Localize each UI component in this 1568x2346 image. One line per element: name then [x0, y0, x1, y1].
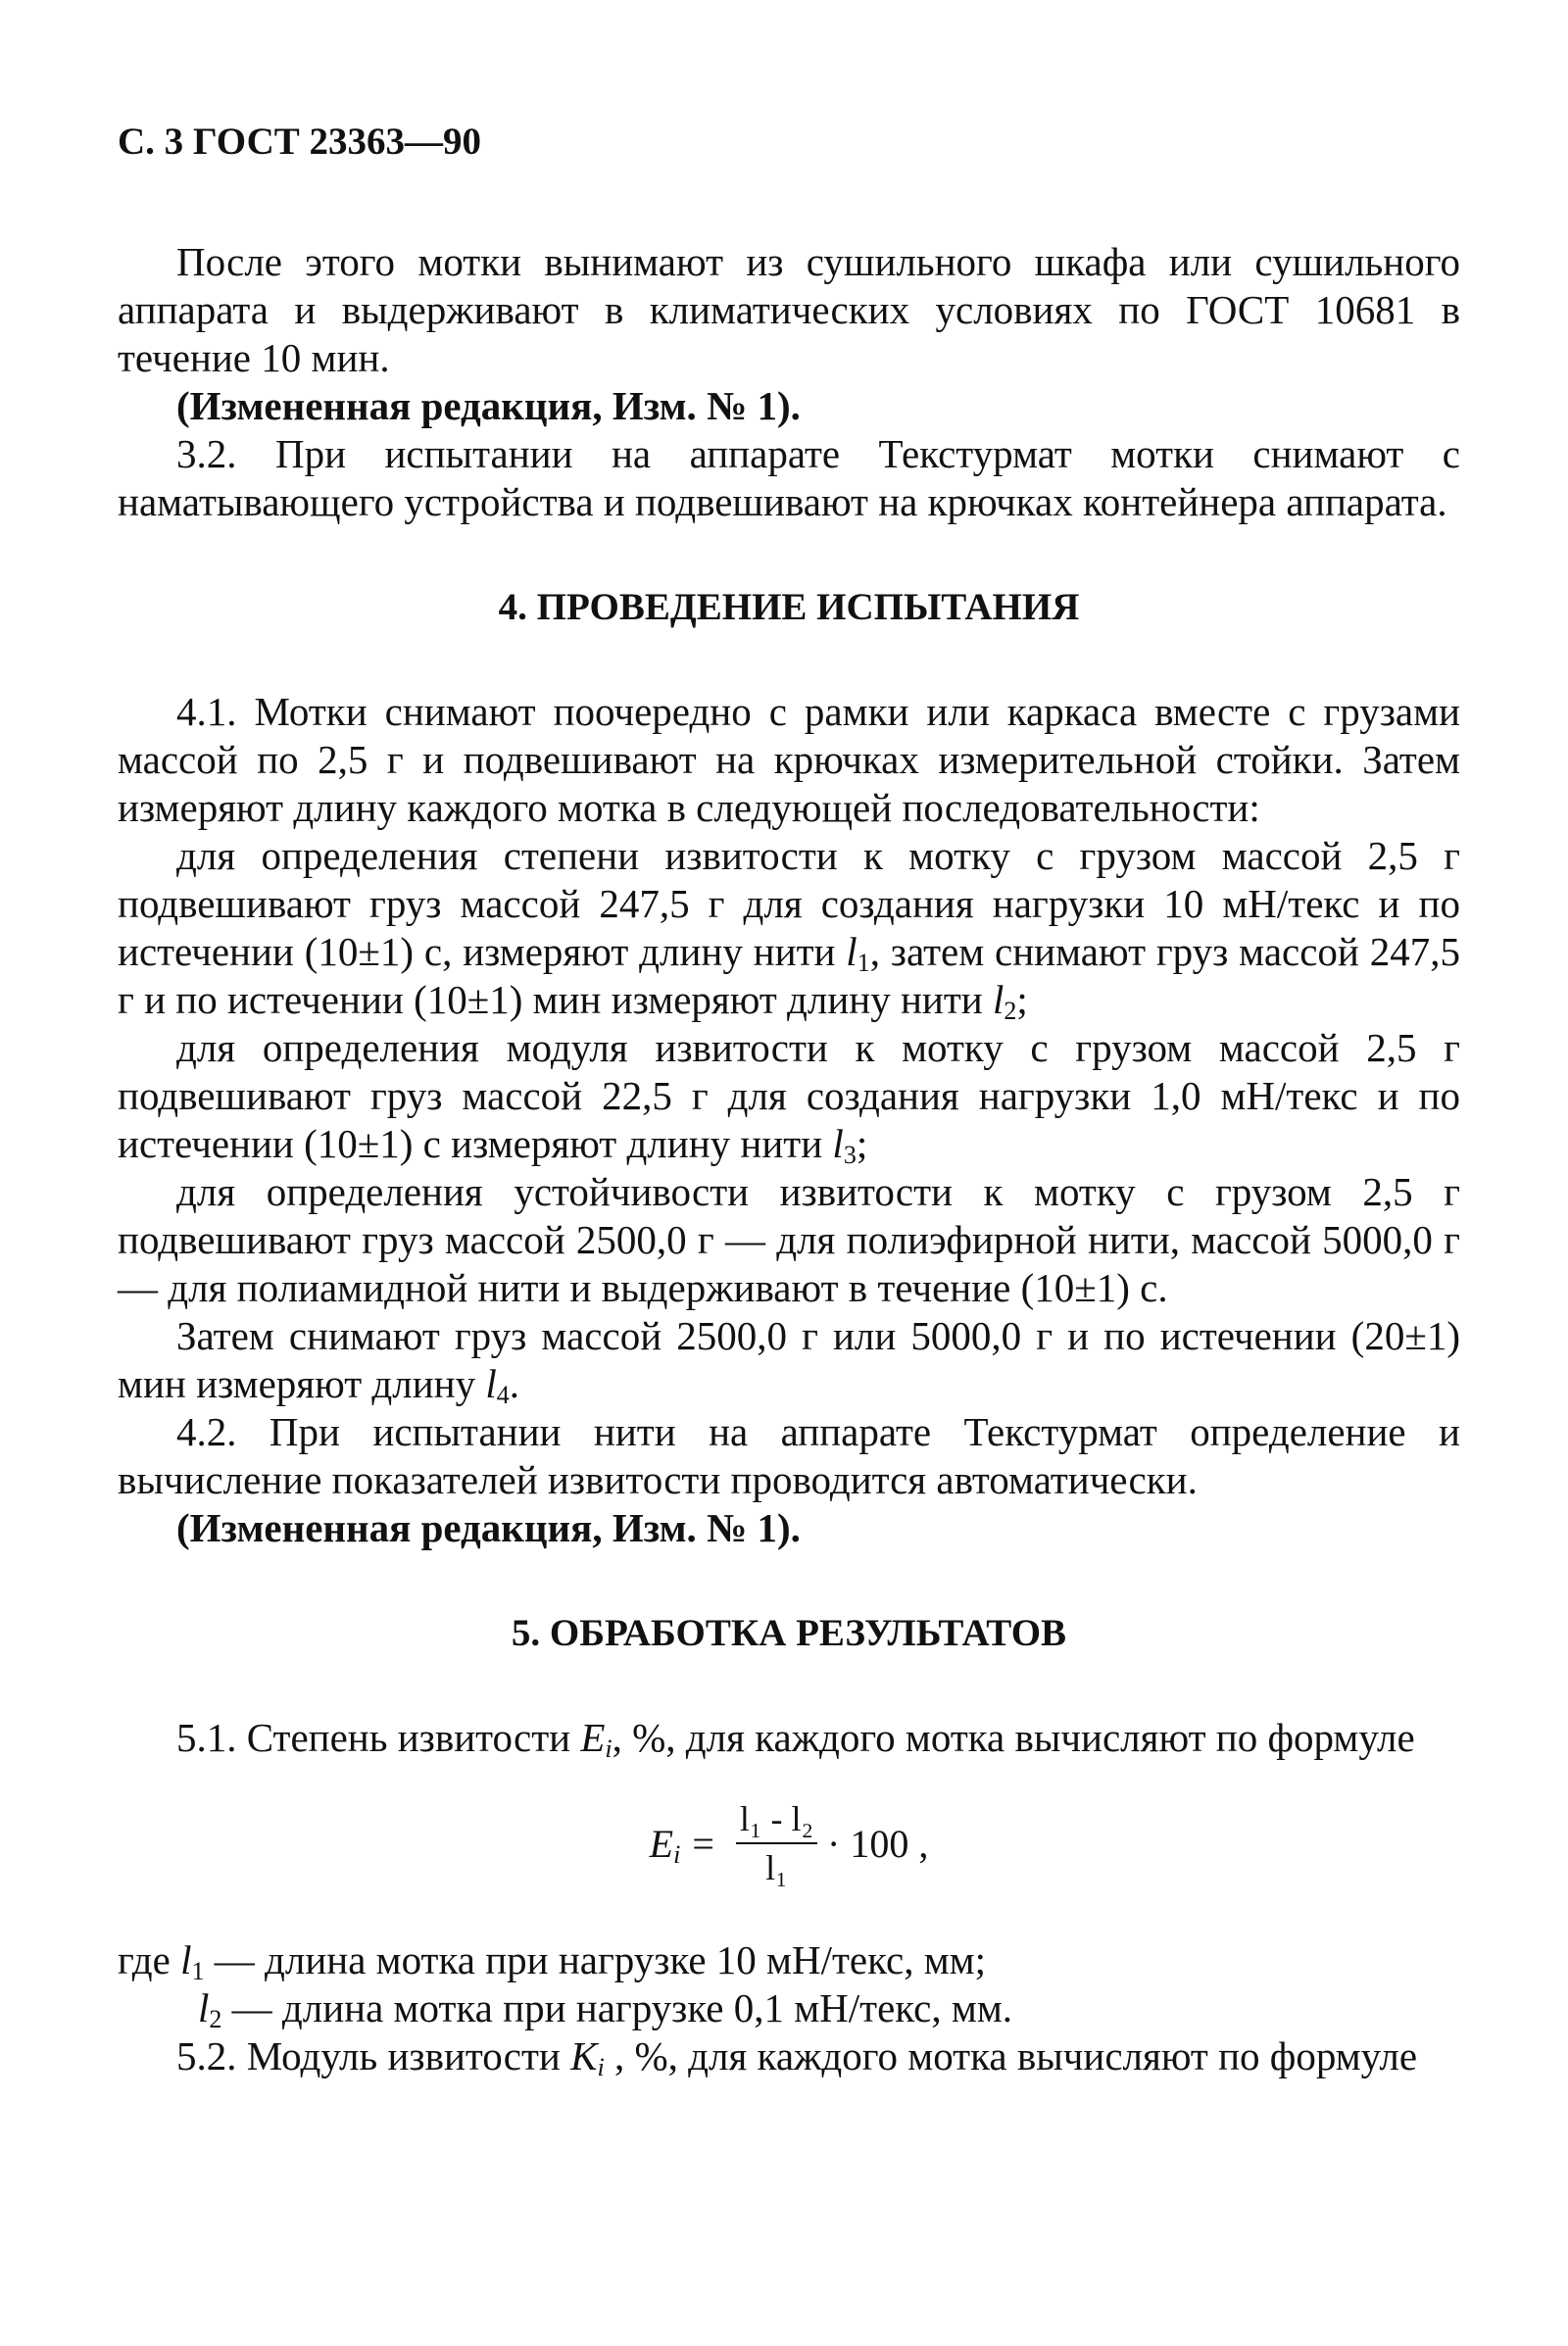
formula-degree: $E_i$ = $\frac{\text{l₁ - l₂}}{\text{l₁}}$ · 100 , [649, 1799, 929, 1887]
paragraph-then: Затем снимают груз массой 2500,0 г или 5000,0 г и по истечении (20±1) мин измеряют длину $l_4$. [118, 1313, 1460, 1409]
paragraph-modulus: для определения модуля извитости к мотку с грузом массой 2,5 г подвешивают груз массой 22,5 г для создания нагрузки 1,0 мН/текс и по истечении (10±1) с измеряют длину нити $l_3$; [118, 1025, 1460, 1169]
paragraph-5-2: 5.2. Модуль извитости $K_i$ , %, для каждого мотка вычисляют по формуле [176, 2033, 1418, 2081]
page-header: С. 3 ГОСТ 23363—90 [118, 121, 481, 163]
formula-fraction: $\frac{\text{l₁ - l₂}}{\text{l₁}}$ [736, 1797, 817, 1889]
paragraph-stability: для определения устойчивости извитости к мотку с грузом 2,5 г подвешивают груз массой 2500,0 г — для полиэфирной нити, массой 5000,0 г — для полиамидной нити и выдерживают в течение (10±1) с. [118, 1169, 1460, 1310]
section-5-title: 5. ОБРАБОТКА РЕЗУЛЬТАТОВ [511, 1612, 1067, 1654]
amendment-note: (Измененная редакция, Изм. № 1). [176, 383, 801, 428]
paragraph-drying: После этого мотки вынимают из сушильного шкафа или сушильного аппарата и выдерживают в климатических условиях по ГОСТ 10681 в течение 10 мин. [118, 239, 1460, 380]
paragraph-4-1: 4.1. Мотки снимают поочередно с рамки или каркаса вместе с грузами массой по 2,5 г и подвешивают на крючках измерительной стойки. Затем измеряют длину каждого мотка в следующей последовательности: [118, 689, 1460, 830]
paragraph-degree: для определения степени извитости к мотку с грузом массой 2,5 г подвешивают груз массой 247,5 г для создания нагрузки 10 мН/текс и по истечении (10±1) с, измеряют длину нити $l_1$, затем снимают груз массой 247,5 г и по истечении (10±1) мин измеряют длину нити $l_2$; [118, 833, 1460, 1025]
paragraph-4-2: 4.2. При испытании нити на аппарате Текстурмат определение и вычисление показателей извитости проводится автоматически. [118, 1409, 1460, 1502]
paragraph-5-1: 5.1. Степень извитости $E_i$, %, для каждого мотка вычисляют по формуле [176, 1715, 1415, 1763]
paragraph-3-2: 3.2. При испытании на аппарате Текстурмат мотки снимают с наматывающего устройства и подвешивают на крючках контейнера аппарата. [118, 431, 1460, 524]
section-4-title: 4. ПРОВЕДЕНИЕ ИСПЫТАНИЯ [498, 586, 1080, 628]
document-page [118, 118, 1460, 2080]
where-l1: где $l_1$ — длина мотка при нагрузке 10 мН/текс, мм; [118, 1937, 986, 1985]
where-l2: $l_2$ — длина мотка при нагрузке 0,1 мН/текс, мм. [198, 1985, 1013, 2033]
amendment-note-2: (Измененная редакция, Изм. № 1). [176, 1505, 801, 1550]
